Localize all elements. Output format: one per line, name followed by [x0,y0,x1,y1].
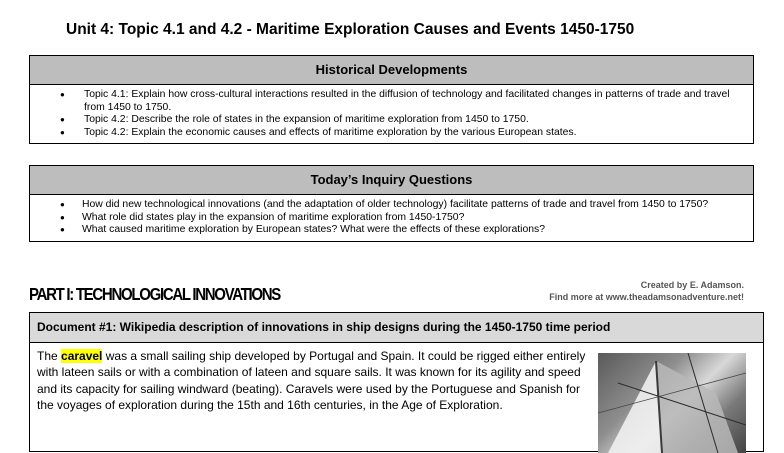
historical-developments-list [30,85,753,143]
document-text [37,348,587,414]
highlighted-term: caravel [61,349,103,363]
document-text-after: was a small sailing ship developed by Portugal and Spain. It could be rigged either entirely with lateen sails or with a combination of lateen and square sails. It was known for its agility and speed and its capacity for sailing windward (beating). Caravels were used by the Portuguese and Spanish for the voyages of exploration during the 15th and 16th centuries, in the Age of Exploration. [37,349,586,413]
caravel-image [598,353,746,453]
document-text-before: The [37,349,62,363]
list-item: ● What role did states play in the expansion of maritime exploration from 1450-1750? [30,212,745,225]
historical-developments-heading: Historical Developments [30,56,753,85]
list-item: ● Topic 4.1: Explain how cross-cultural interactions resulted in the diffusion of technology and facilitated changes in patterns of trade and travel from 1450 to 1750. [30,89,745,114]
credit-note [549,279,744,303]
document-box [29,312,764,452]
part-heading: PART I: TECHNOLOGICAL INNOVATIONS [29,285,280,305]
list-item: ● Topic 4.2: Explain the economic causes and effects of maritime exploration by the various European states. [30,127,745,140]
inquiry-questions-heading: Today’s Inquiry Questions [30,166,753,195]
list-item: ● What caused maritime exploration by European states? What were the effects of these explorations? [30,224,745,237]
page-title: Unit 4: Topic 4.1 and 4.2 - Maritime Exploration Causes and Events 1450-1750 [66,21,635,38]
inquiry-questions-list [30,195,753,241]
credit-link[interactable]: Find more at www.theadamsonadventure.net! [549,292,744,302]
caravel-sail-graphic [598,353,746,453]
historical-developments-box [29,55,754,144]
inquiry-questions-box [29,165,754,242]
list-item: ● Topic 4.2: Describe the role of states in the expansion of maritime exploration from 1450 to 1750. [30,114,745,127]
document-heading: Document #1: Wikipedia description of innovations in ship designs during the 1450-1750 time period [30,313,763,343]
list-item: ● How did new technological innovations (and the adaptation of older technology) facilitate patterns of trade and travel from 1450 to 1750? [30,199,745,212]
credit-line: Created by E. Adamson. [640,280,744,290]
